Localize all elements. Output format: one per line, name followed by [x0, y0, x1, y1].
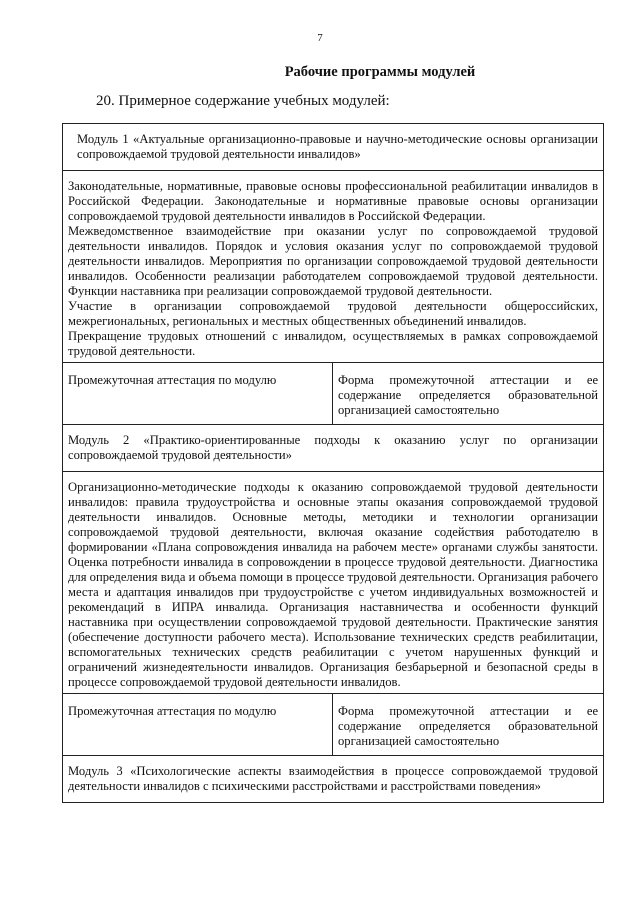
module-1-title: Модуль 1 «Актуальные организационно-правовые и научно-методические основы организации сопровождаемой трудовой деятельности инвалидов» [63, 124, 604, 171]
module-3-title-row [63, 756, 604, 803]
intro-heading: 20. Примерное содержание учебных модулей: [96, 93, 390, 109]
module-1-paragraph: Участие в организации сопровождаемой трудовой деятельности общероссийских, межрегиональных, региональных и местных общественных объединений инвалидов. [68, 299, 599, 328]
module-2-assessment-text: Форма промежуточной аттестации и ее содержание определяется образовательной организацией самостоятельно [333, 694, 604, 756]
modules-table [62, 123, 604, 803]
module-1-assessment-row [63, 363, 604, 425]
module-2-title-row [63, 425, 604, 472]
module-1-paragraph: Межведомственное взаимодействие при оказании услуг по сопровождаемой трудовой деятельности инвалидов. Порядок и условия оказания услуг по сопровождаемой трудовой деятельности инвалидов. Мероприятия по организации сопровождаемой трудовой деятельности инвалидов. Особенности реализации работодателем сопровождаемой трудовой деятельности. Функции наставника при реализации сопровождаемой трудовой деятельности. [68, 224, 599, 298]
module-1-content [63, 171, 604, 363]
module-1-paragraph: Прекращение трудовых отношений с инвалидом, осуществляемых в рамках сопровождаемой трудовой деятельности. [68, 329, 599, 358]
module-1-paragraph: Законодательные, нормативные, правовые основы профессиональной реабилитации инвалидов в Российской Федерации. Законодательные и нормативные правовые основы организации сопровождаемой трудовой деятельности инвалидов в Российской Федерации. [68, 179, 599, 223]
module-2-paragraph: Организационно-методические подходы к оказанию сопровождаемой трудовой деятельности инвалидов: правила трудоустройства и основные этапы оказания сопровождаемой трудовой деятельности инвалидов. Основные методы, методики и технологии организации сопровождаемой трудовой деятельности, включая оказание содействия работодателю в формировании «Плана сопровождения инвалида на рабочем месте» органами службы занятости. Оценка потребности инвалида в сопровождении в процессе трудовой деятельности. Диагностика для определения вида и объема помощи в процессе трудовой деятельности. Организация рабочего места и адаптация инвалидов при трудоустройстве с учетом индивидуальных возможностей и рекомендаций в ИПРА инвалида. Организация наставничества и особенности функций наставника при осуществлении сопровождаемой трудовой деятельности. Практические занятия (обеспечение доступности рабочего места). Использование технических средств реабилитации, вспомогательных технических средств реабилитации с учетом нарушенных функций и ограничений жизнедеятельности инвалидов. Организация безбарьерной и безопасной среды в процессе сопровождаемой трудовой деятельности инвалидов. [68, 480, 599, 689]
module-2-assessment-label: Промежуточная аттестация по модулю [63, 694, 333, 756]
module-2-title: Модуль 2 «Практико-ориентированные подходы к оказанию услуг по организации сопровождаемой трудовой деятельности» [63, 425, 604, 472]
page-number: 7 [317, 32, 323, 44]
module-1-assessment-label: Промежуточная аттестация по модулю [63, 363, 333, 425]
module-1-title-row [63, 124, 604, 171]
module-2-content [63, 472, 604, 694]
module-1-assessment-text: Форма промежуточной аттестации и ее содержание определяется образовательной организацией самостоятельно [333, 363, 604, 425]
section-title: Рабочие программы модулей [284, 64, 476, 80]
module-2-assessment-row [63, 694, 604, 756]
module-2-content-row [63, 472, 604, 694]
module-1-content-row [63, 171, 604, 363]
module-3-title: Модуль 3 «Психологические аспекты взаимодействия в процессе сопровождаемой трудовой деятельности инвалидов с психическими расстройствами и расстройствами поведения» [63, 756, 604, 803]
